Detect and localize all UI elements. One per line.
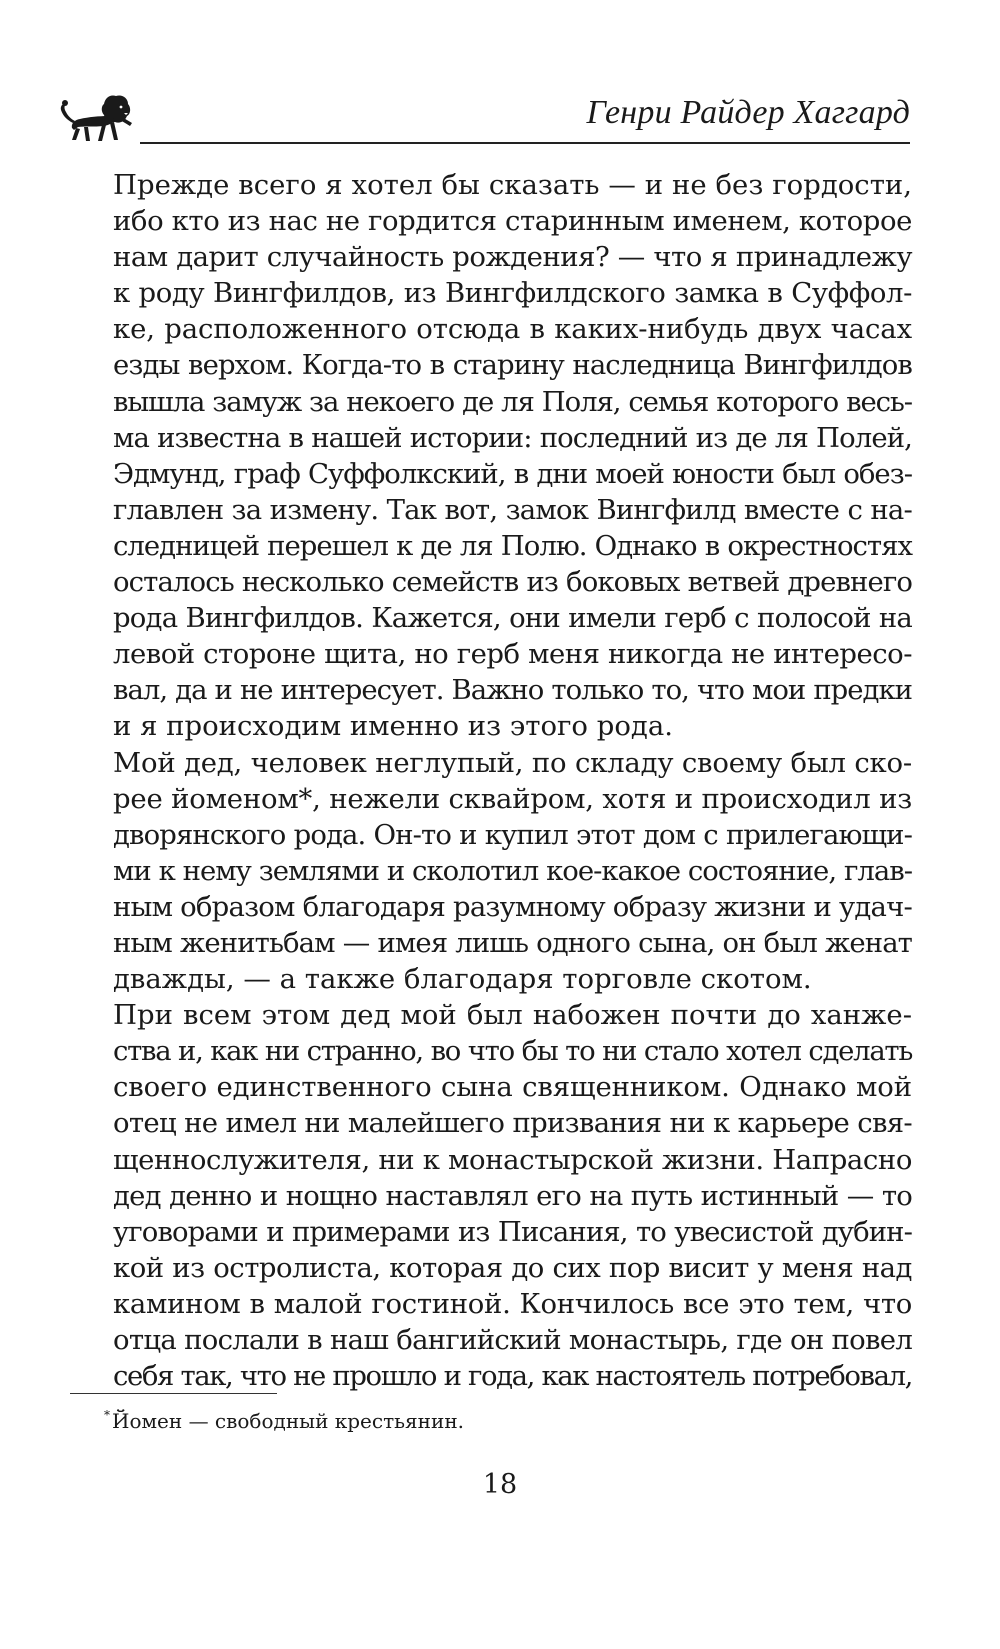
text-line: вал, да и не интересует. Важно только то, что мои предки bbox=[113, 674, 912, 707]
text-line: дважды, — а также благодаря торговле скотом. bbox=[113, 963, 812, 996]
text-line: следницей перешел к де ля Полю. Однако в окрестностях bbox=[113, 529, 912, 562]
text-line: ма известна в нашей истории: последний из де ля Полей, bbox=[113, 421, 912, 454]
text-line: ства и, как ни странно, во что бы то ни стало хотел сделать bbox=[113, 1035, 912, 1068]
text-line: уговорами и примерами из Писания, то увесистой дубин- bbox=[113, 1215, 912, 1248]
text-line: езды верхом. Когда-то в старину наследница Вингфилдов bbox=[113, 349, 912, 382]
text-line: своего единственного сына священником. Однако мой bbox=[113, 1071, 912, 1104]
paragraph bbox=[70, 745, 912, 998]
text-line: главлен за измену. Так вот, замок Вингфилд вместе с на- bbox=[113, 493, 912, 526]
footnote-divider bbox=[70, 1393, 277, 1394]
text-line: вышла замуж за некоего де ля Поля, семья которого весь- bbox=[113, 385, 912, 418]
page-number: 18 bbox=[482, 1469, 518, 1500]
author-name: Генри Райдер Хаггард bbox=[586, 94, 910, 131]
text-line: ным образом благодаря разумному образу жизни и удач- bbox=[113, 890, 912, 923]
text-line: ми к нему землями и сколотил кое-какое состояние, глав- bbox=[113, 854, 912, 887]
text-line: Прежде всего я хотел бы сказать — и не без гордости, bbox=[113, 169, 912, 201]
text-line: щеннослужителя, ни к монастырской жизни. Напрасно bbox=[113, 1143, 912, 1176]
paragraph bbox=[70, 167, 912, 745]
text-line: Эдмунд, граф Суффолкский, в дни моей юности был обез- bbox=[113, 457, 912, 490]
text-line: рода Вингфилдов. Кажется, они имели герб с полосой на bbox=[113, 602, 912, 635]
text-line: себя так, что не прошло и года, как настоятель потребовал, bbox=[113, 1360, 912, 1393]
text-line: дед денно и нощно наставлял его на путь истинный — то bbox=[113, 1179, 912, 1212]
text-line: рее йоменом*, нежели сквайром, хотя и происходил из bbox=[113, 782, 912, 815]
footnote-text: Йомен — свободный крестьянин. bbox=[112, 1409, 465, 1433]
text-line: кой из остролиста, которая до сих пор висит у меня над bbox=[113, 1251, 912, 1284]
paragraph bbox=[70, 997, 912, 1394]
lion-logo-icon bbox=[58, 86, 146, 148]
text-line: левой стороне щита, но герб меня никогда не интересо- bbox=[113, 638, 912, 671]
main-text bbox=[70, 167, 912, 1394]
text-line: ибо кто из нас не гордится старинным именем, которое bbox=[113, 205, 912, 238]
text-line: ным женитьбам — имея лишь одного сына, он был женат bbox=[113, 926, 912, 959]
text-line: камином в малой гостиной. Кончилось все это тем, что bbox=[113, 1287, 912, 1320]
text-line: дворянского рода. Он-то и купил этот дом с прилегающи- bbox=[113, 818, 912, 851]
text-line: осталось несколько семейств из боковых ветвей древнего bbox=[113, 566, 912, 599]
text-line: При всем этом дед мой был набожен почти до ханже- bbox=[113, 999, 912, 1032]
text-line: отец не имел ни малейшего призвания ни к карьере свя- bbox=[113, 1107, 912, 1140]
header-rule bbox=[140, 142, 910, 144]
text-line: нам дарит случайность рождения? — что я принадлежу bbox=[113, 241, 912, 274]
running-header bbox=[58, 86, 910, 148]
footnote bbox=[104, 1408, 464, 1433]
footnote-marker: * bbox=[104, 1408, 110, 1422]
text-line: Мой дед, человек неглупый, по складу своему был ско- bbox=[113, 746, 912, 779]
text-line: отца послали в наш бангийский монастырь, где он повел bbox=[113, 1324, 913, 1356]
text-line: ке, расположенного отсюда в каких-нибудь двух часах bbox=[113, 313, 912, 346]
text-line: и я происходим именно из этого рода. bbox=[113, 710, 673, 743]
text-line: к роду Вингфилдов, из Вингфилдского замка в Суффол- bbox=[113, 277, 912, 310]
